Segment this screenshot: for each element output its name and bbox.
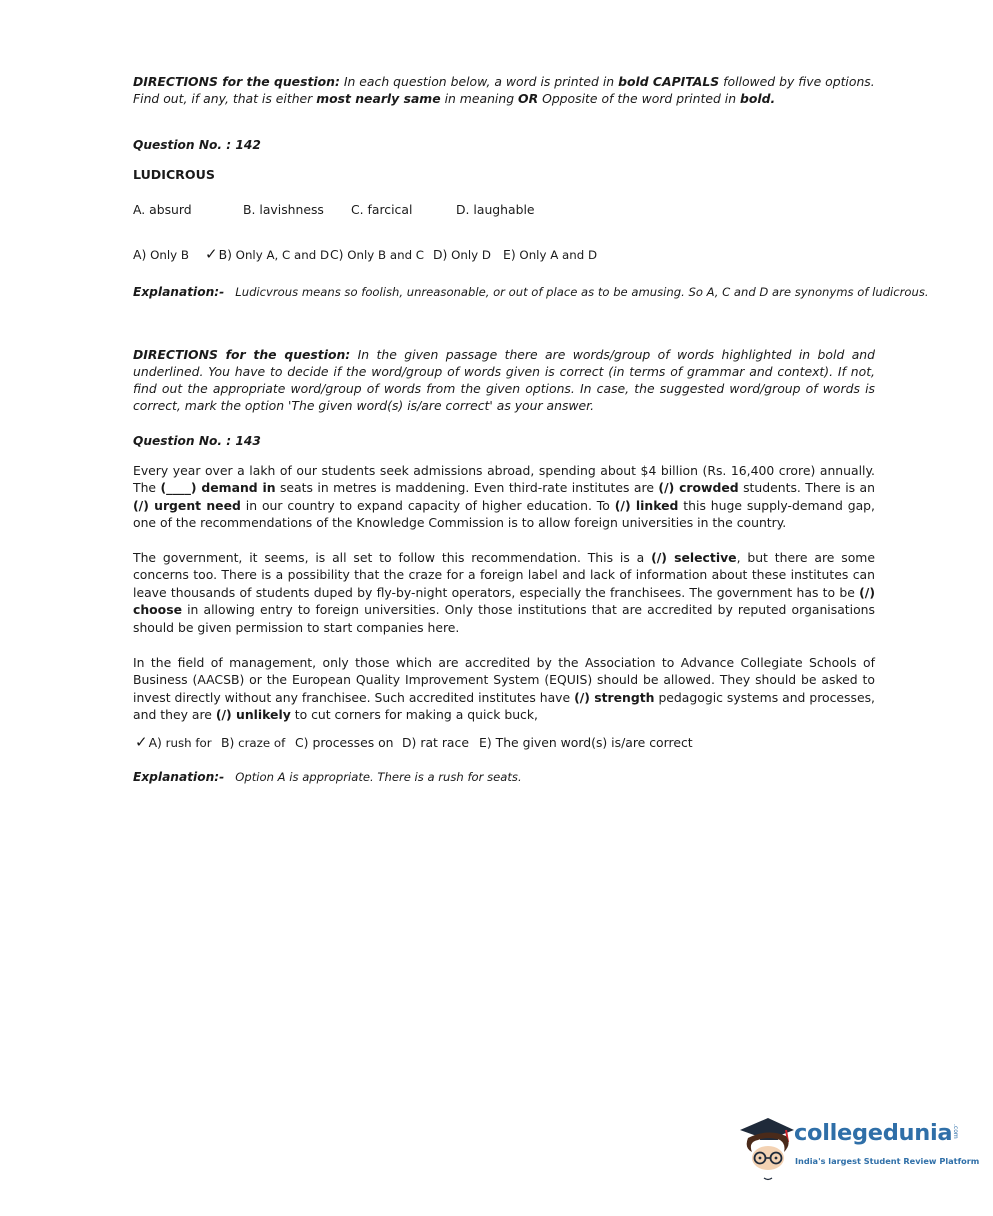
answer-option-d: D) rat race — [402, 735, 469, 750]
choice-b: B. lavishness — [243, 202, 324, 217]
answer-option-c: C) processes on — [295, 735, 394, 750]
question-word: LUDICROUS — [133, 167, 215, 182]
directions-label: DIRECTIONS for the question: — [133, 74, 340, 89]
explanation-142: Explanation:- Ludicvrous means so foolish, unreasonable, or out of place as to be amusing. So A, C and D are synonyms of ludicrous. — [133, 285, 929, 299]
question-number-143: Question No. : 143 — [133, 434, 261, 448]
answer-option-d: D) Only D — [433, 247, 491, 262]
passage-paragraph-2: The government, it seems, is all set to follow this recommendation. This is a (/) selective, but there are some concerns too. There is a possibility that the craze for a foreign label and lack of information about these institutes can leave thousands of students duped by fly-by-night operators, especially the franchisees. The government has to be (/) choose in allowing entry to foreign universities. Only those institutions that are accredited by reputed organisations should be given permission to start companies here. — [133, 550, 875, 635]
directions-143: DIRECTIONS for the question: In the given passage there are words/group of words highlighted in bold and underlined. You have to decide if the word/group of words given is correct (in terms of grammar and context). If not, find out the appropriate word/group of words from the given options. In case, the suggested word/group of words is correct, mark the option 'The given word(s) is/are correct' as your answer. — [133, 347, 875, 413]
check-icon: ✓ — [135, 733, 148, 751]
answer-option-e: E) Only A and D — [503, 247, 598, 262]
choice-a: A. absurd — [133, 202, 192, 217]
explanation-143: Explanation:- Option A is appropriate. There is a rush for seats. — [133, 770, 522, 784]
question-number-142: Question No. : 142 — [133, 138, 261, 152]
choice-d: D. laughable — [456, 202, 535, 217]
passage-paragraph-1: Every year over a lakh of our students seek admissions abroad, spending about $4 billion (Rs. 16,400 crore) annually. The (____) demand in seats in metres is maddening. Even third-rate institutes are (/) crowded students. There is an (/) urgent need in our country to expand capacity of higher education. To (/) linked this huge supply-demand gap, one of the recommendations of the Knowledge Commission is to allow foreign universities in the country. — [133, 463, 875, 531]
answer-option-e: E) The given word(s) is/are correct — [479, 735, 693, 750]
logo-tagline: India's largest Student Review Platform — [795, 1156, 980, 1166]
answer-option-a: ✓A) rush for — [135, 733, 212, 751]
answer-option-c: C) Only B and C — [330, 247, 425, 262]
answer-option-b: ✓B) Only A, C and D — [205, 245, 330, 263]
passage-paragraph-3: In the field of management, only those which are accredited by the Association to Advance Collegiate Schools of Business (AACSB) or the European Quality Improvement System (EQUIS) should be allowed. They should be asked to invest directly without any franchisee. Such accredited institutes have (/) strength pedagogic systems and processes, and they are (/) unlikely to cut corners for making a quick buck, — [133, 655, 875, 723]
logo-com: .com — [952, 1124, 959, 1139]
directions-142: DIRECTIONS for the question: In each question below, a word is printed in bold CAPITALS followed by five options. Find out, if any, that is either most nearly same in meaning OR Opposite of the word printed in bold. — [133, 74, 875, 106]
logo-wordmark: collegedunia — [794, 1120, 953, 1146]
check-icon: ✓ — [205, 245, 218, 263]
mascot-icon — [738, 1108, 798, 1184]
collegedunia-logo — [738, 1108, 980, 1184]
choice-c: C. farcical — [351, 202, 413, 217]
answer-option-b: B) craze of — [221, 735, 286, 750]
answer-option-a: A) Only B — [133, 247, 189, 262]
